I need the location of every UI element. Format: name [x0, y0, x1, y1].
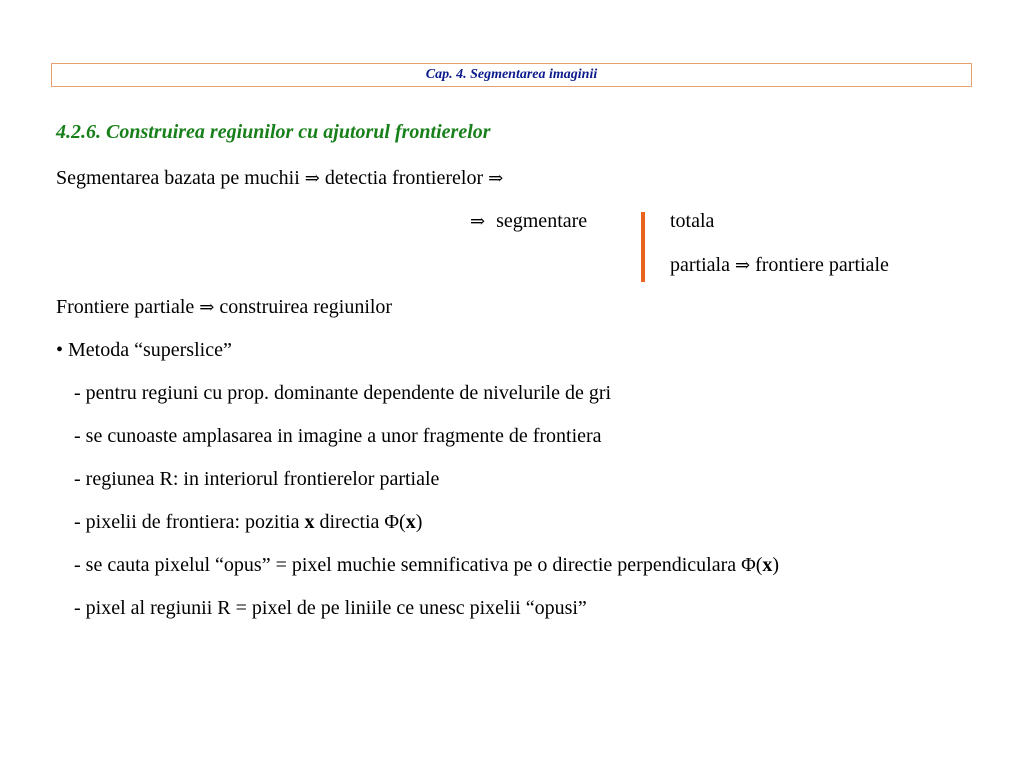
- intro-text-1: Segmentarea bazata pe muchii: [56, 167, 300, 189]
- bullet-4-text-b: directia Φ(: [319, 511, 406, 533]
- bullet-4-text-a: - pixelii de frontiera: pozitia: [74, 511, 300, 533]
- section-title: 4.2.6. Construirea regiunilor cu ajutorul frontierelor: [56, 121, 491, 143]
- bullet-6: - pixel al regiunii R = pixel de pe liniile ce unesc pixelii “opusi”: [74, 597, 587, 619]
- bullet-4-x: x: [304, 511, 315, 533]
- branch-left: [470, 209, 587, 234]
- branch-option-1: totala: [670, 210, 715, 232]
- bullet-5-x: x: [762, 554, 773, 576]
- bullet-1: - pentru regiuni cu prop. dominante dependente de nivelurile de gri: [74, 382, 612, 404]
- implies-arrow: ⇒: [304, 168, 320, 189]
- branch-option-2-text-a: partiala: [670, 254, 730, 276]
- method-title: • Metoda “superslice”: [56, 339, 232, 361]
- bullet-4-x2: x: [405, 511, 416, 533]
- branch-bracket: [641, 212, 645, 282]
- bullet-4: [74, 510, 422, 534]
- bullet-5-text-a: - se cauta pixelul “opus” = pixel muchie semnificativa pe o directie perpendiculara Φ(: [74, 554, 763, 576]
- intro-text-2: detectia frontierelor: [324, 167, 484, 189]
- intro-line: [56, 166, 503, 191]
- bullet-5: [74, 553, 779, 577]
- partial-text-1: Frontiere partiale: [56, 296, 195, 318]
- partial-line: [56, 295, 392, 320]
- slide-header: [51, 63, 972, 87]
- header-title: Cap. 4. Segmentarea imaginii: [425, 67, 598, 82]
- implies-arrow: ⇒: [734, 255, 751, 276]
- branch-left-text: segmentare: [496, 210, 588, 232]
- bullet-4-text-c: ): [415, 511, 423, 533]
- bullet-5-text-b: ): [772, 554, 780, 576]
- bullet-2: - se cunoaste amplasarea in imagine a unor fragmente de frontiera: [74, 425, 602, 447]
- implies-arrow: ⇒: [488, 168, 504, 189]
- implies-arrow: ⇒: [199, 297, 215, 318]
- branch-option-2: [670, 253, 889, 278]
- branch-option-2-text-b: frontiere partiale: [755, 254, 889, 276]
- partial-text-2: construirea regiunilor: [219, 296, 393, 318]
- bullet-3: - regiunea R: in interiorul frontierelor partiale: [74, 468, 440, 490]
- implies-arrow: ⇒: [470, 211, 486, 232]
